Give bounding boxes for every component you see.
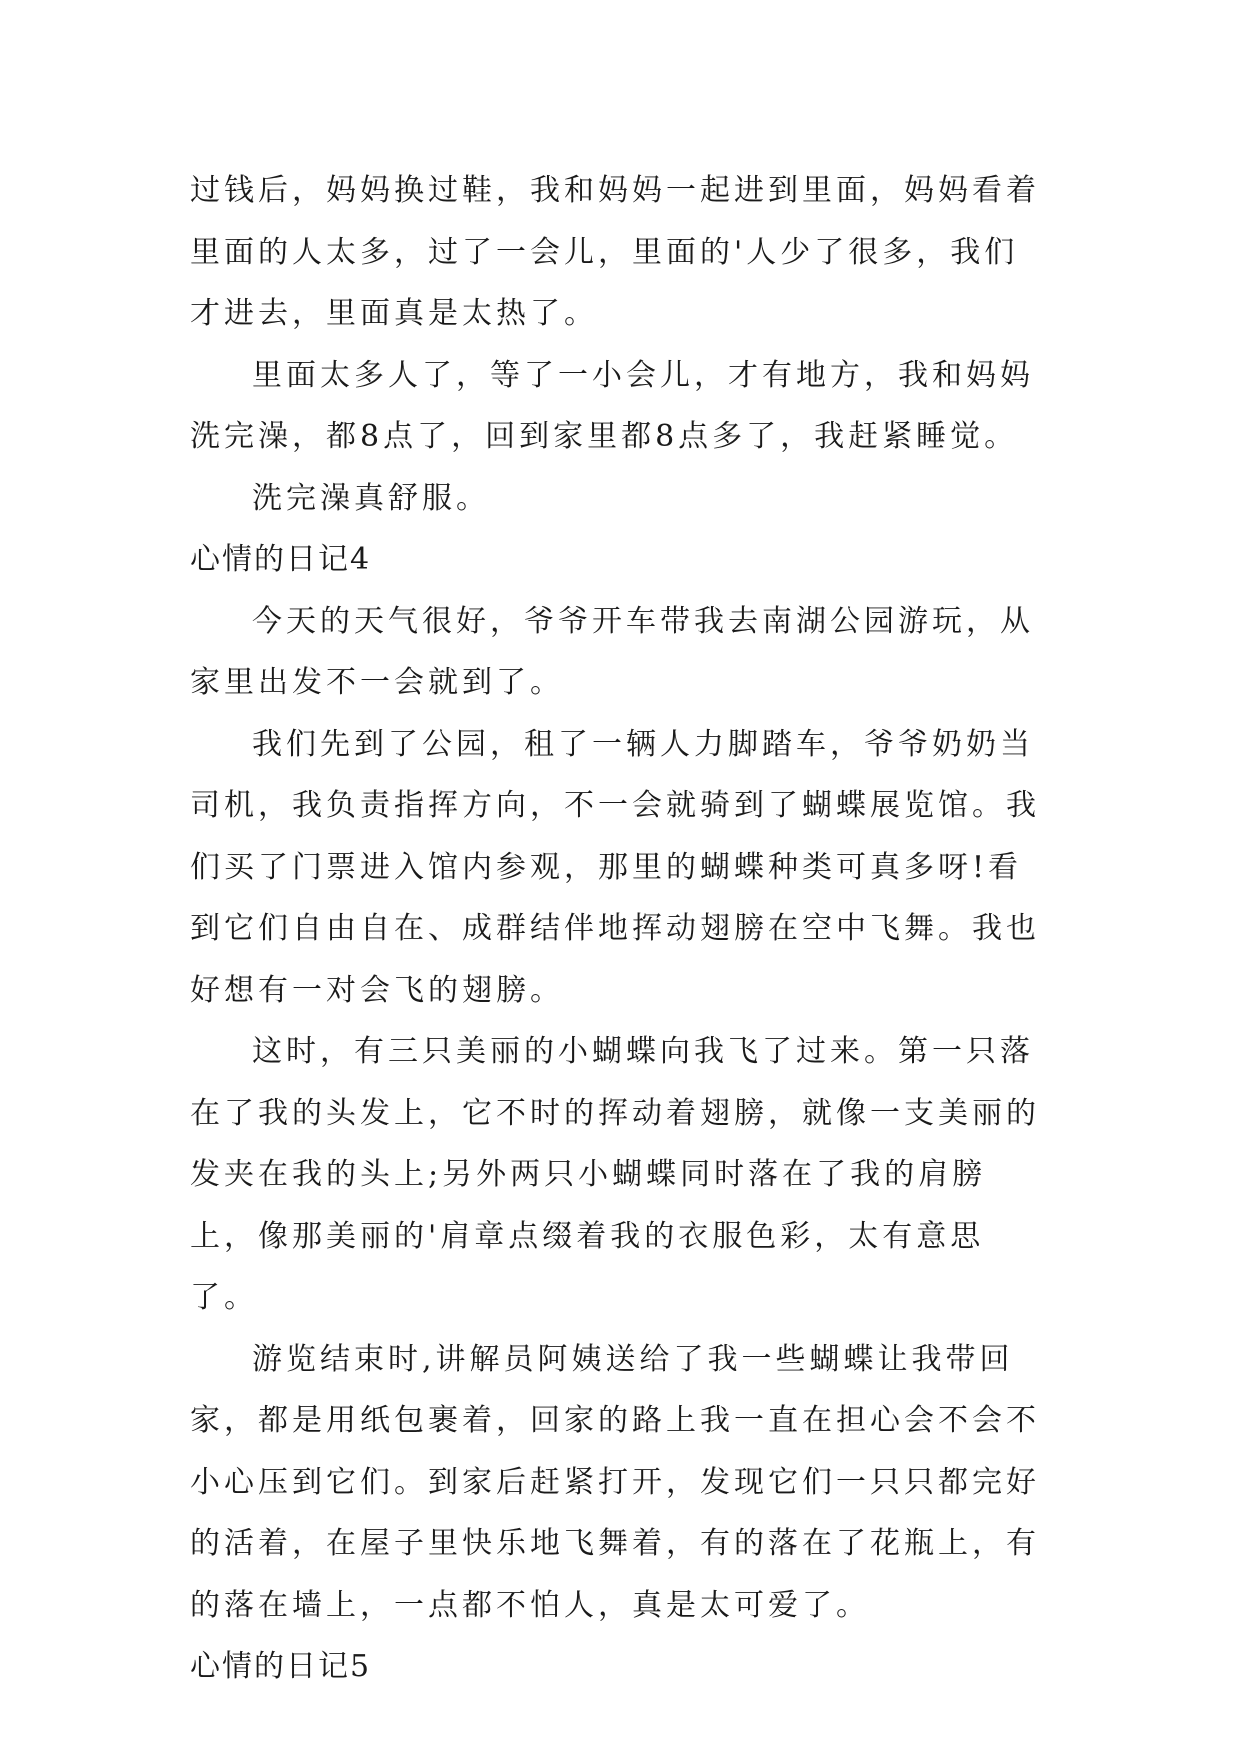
paragraph: 我们先到了公园，租了一辆人力脚踏车，爷爷奶奶当司机，我负责指挥方向，不一会就骑到了蝴蝶展览馆。我们买了门票进入馆内参观，那里的蝴蝶种类可真多呀!看到它们自由自在、成群结伴地挥动翅膀在空中飞舞。我也好想有一对会飞的翅膀。 <box>190 726 1040 1008</box>
paragraph: 里面太多人了，等了一小会儿，才有地方，我和妈妈洗完澡，都8点了，回到家里都8点多了，我赶紧睡觉。 <box>190 357 1034 454</box>
paragraph: 这时，有三只美丽的小蝴蝶向我飞了过来。第一只落在了我的头发上，它不时的挥动着翅膀，就像一支美丽的发夹在我的头上;另外两只小蝴蝶同时落在了我的肩膀上，像那美丽的'肩章点缀着我的衣服色彩，太有意思了。 <box>190 1034 1040 1315</box>
paragraph: 今天的天气很好，爷爷开车带我去南湖公园游玩，从家里出发不一会就到了。 <box>190 603 1034 700</box>
paragraph: 游览结束时,讲解员阿姨送给了我一些蝴蝶让我带回家，都是用纸包裹着，回家的路上我一直在担心会不会不小心压到它们。到家后赶紧打开，发现它们一只只都完好的活着，在屋子里快乐地飞舞着，有的落在了花瓶上，有的落在墙上，一点都不怕人，真是太可爱了。 <box>190 1341 1040 1623</box>
continued-paragraph: 过钱后，妈妈换过鞋，我和妈妈一起进到里面，妈妈看着里面的人太多，过了一会儿，里面的'人少了很多，我们才进去，里面真是太热了。 <box>190 173 1040 331</box>
section-heading: 心情的日记5 <box>190 1649 372 1684</box>
paragraph: 洗完澡真舒服。 <box>252 480 490 516</box>
document-body <box>190 160 1050 1698</box>
section-heading: 心情的日记4 <box>190 542 372 577</box>
